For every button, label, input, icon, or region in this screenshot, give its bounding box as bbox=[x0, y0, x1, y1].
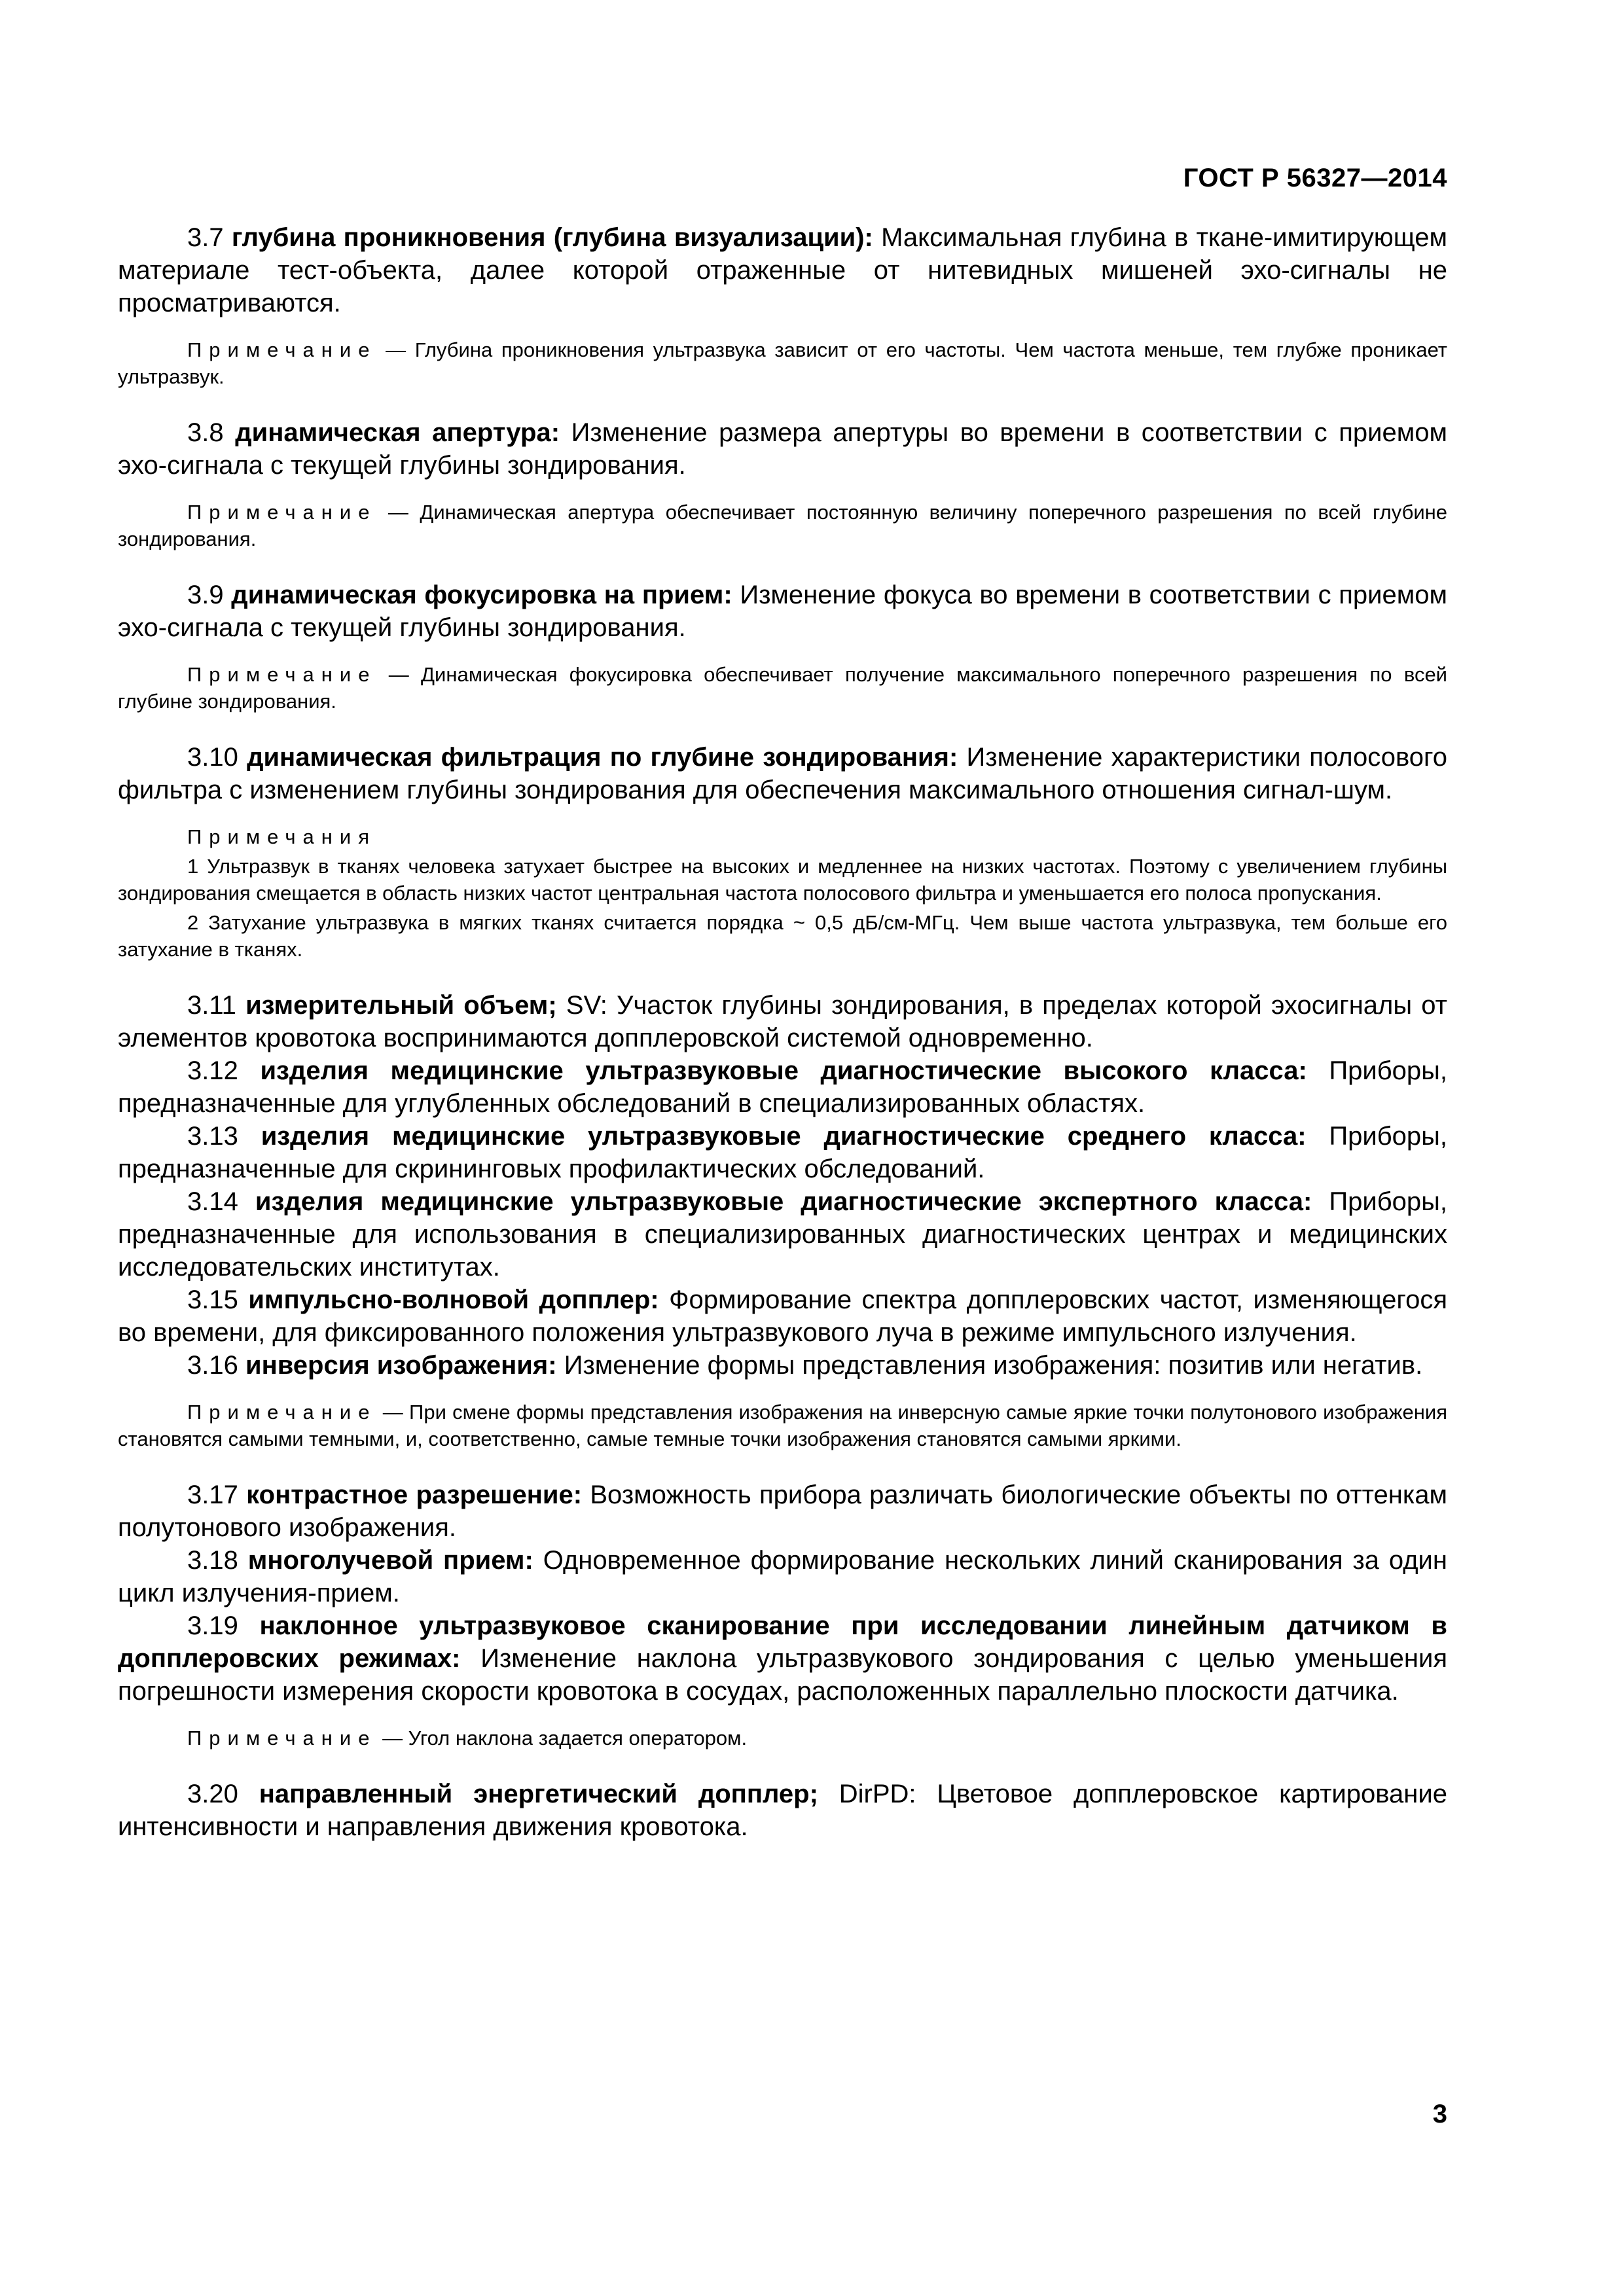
note-label: Примечание bbox=[187, 501, 377, 524]
term-3-16 bbox=[118, 1349, 1447, 1382]
term-number: 3.8 bbox=[187, 418, 224, 447]
term-definition: Приборы, предназначенные для использования в специализированных диагностических центрах и медицинских исследовательских институтах. bbox=[118, 1187, 1447, 1282]
term-title: динамическая апертура: bbox=[235, 418, 560, 447]
note-text: — Динамическая фокусировка обеспечивает получение максимального поперечного разрешения по всей глубине зондирования. bbox=[118, 663, 1447, 713]
term-3-15 bbox=[118, 1283, 1447, 1349]
term-title: направленный энергетический допплер; bbox=[259, 1780, 818, 1808]
note-label: Примечание bbox=[187, 1727, 377, 1749]
term-3-19 bbox=[118, 1609, 1447, 1708]
note-label: Примечание bbox=[187, 663, 377, 686]
note-3-8 bbox=[118, 499, 1447, 552]
note-item-2: 2 Затухание ультразвука в мягких тканях считается порядка ~ 0,5 дБ/см-МГц. Чем выше частота ультразвука, тем больше его затухание в тканях. bbox=[118, 911, 1447, 961]
note-text: — Глубина проникновения ультразвука зависит от его частоты. Чем частота меньше, тем глубже проникает ультразвук. bbox=[118, 338, 1447, 388]
term-definition: Одновременное формирование нескольких линий сканирования за один цикл излучения-прием. bbox=[118, 1546, 1447, 1607]
term-3-17 bbox=[118, 1479, 1447, 1544]
term-number: 3.18 bbox=[187, 1546, 238, 1575]
term-definition: Изменение характеристики полосового фильтра с изменением глубины зондирования для обеспечения максимального отношения сигнал-шум. bbox=[118, 743, 1447, 804]
term-definition: Приборы, предназначенные для углубленных обследований в специализированных областях. bbox=[118, 1056, 1447, 1118]
term-number: 3.20 bbox=[187, 1780, 238, 1808]
term-3-13 bbox=[118, 1120, 1447, 1185]
note-item-1: 1 Ультразвук в тканях человека затухает быстрее на высоких и медленнее на низких частотах. Поэтому с увеличением глубины зондирования смещается в область низких частот центральная частота полосового фильтра и уменьшается его полоса пропускания. bbox=[118, 855, 1447, 905]
note-label: Примечание bbox=[187, 1401, 377, 1424]
term-title: изделия медицинские ультразвуковые диагностические среднего класса: bbox=[261, 1122, 1307, 1151]
term-number: 3.11 bbox=[187, 991, 236, 1020]
term-number: 3.13 bbox=[187, 1122, 238, 1151]
term-title: динамическая фильтрация по глубине зондирования: bbox=[247, 743, 958, 772]
term-3-20 bbox=[118, 1778, 1447, 1843]
term-3-18 bbox=[118, 1544, 1447, 1609]
term-title: многолучевой прием: bbox=[247, 1546, 533, 1575]
term-number: 3.14 bbox=[187, 1187, 238, 1216]
note-text: — При смене формы представления изображения на инверсную самые яркие точки полутонового изображения становятся самыми темными, и, соответственно, самые темные точки изображения становятся самыми яркими. bbox=[118, 1401, 1447, 1450]
term-3-9 bbox=[118, 579, 1447, 644]
notes-label: Примечания bbox=[187, 825, 376, 848]
term-number: 3.19 bbox=[187, 1611, 238, 1640]
term-title: импульсно-волновой допплер: bbox=[248, 1285, 659, 1314]
note-3-16 bbox=[118, 1399, 1447, 1452]
term-definition: Изменение формы представления изображения: позитив или негатив. bbox=[564, 1351, 1423, 1380]
term-number: 3.10 bbox=[187, 743, 238, 772]
term-3-11 bbox=[118, 989, 1447, 1054]
note-3-9 bbox=[118, 661, 1447, 715]
term-definition: DirPD: Цветовое допплеровское картирование интенсивности и направления движения кровотока. bbox=[118, 1780, 1447, 1841]
document-body bbox=[118, 221, 1447, 1871]
term-definition: Формирование спектра допплеровских частот, изменяющегося во времени, для фиксированного положения ультразвукового луча в режиме импульсного излучения. bbox=[118, 1285, 1448, 1347]
note-text: — Динамическая апертура обеспечивает постоянную величину поперечного разрешения по всей глубине зондирования. bbox=[118, 501, 1448, 550]
term-title: глубина проникновения (глубина визуализации): bbox=[231, 223, 873, 252]
term-3-8 bbox=[118, 416, 1447, 482]
note-3-19 bbox=[118, 1725, 1447, 1751]
term-number: 3.15 bbox=[187, 1285, 238, 1314]
note-label: Примечание bbox=[187, 338, 377, 361]
term-3-10 bbox=[118, 741, 1447, 806]
term-3-14 bbox=[118, 1185, 1447, 1283]
term-3-12 bbox=[118, 1054, 1447, 1120]
term-title: измерительный объем; bbox=[245, 991, 557, 1020]
term-definition: Изменение размера апертуры во времени в соответствии с приемом эхо-сигнала с текущей глубины зондирования. bbox=[118, 418, 1447, 480]
note-text: — Угол наклона задается оператором. bbox=[382, 1727, 748, 1749]
term-title: инверсия изображения: bbox=[245, 1351, 557, 1380]
term-definition: Приборы, предназначенные для скрининговых профилактических обследований. bbox=[118, 1122, 1447, 1183]
term-number: 3.16 bbox=[187, 1351, 238, 1380]
term-definition: Изменение наклона ультразвукового зондирования с целью уменьшения погрешности измерения скорости кровотока в сосудах, расположенных параллельно плоскости датчика. bbox=[118, 1644, 1447, 1706]
term-title: динамическая фокусировка на прием: bbox=[231, 581, 732, 609]
notes-3-10 bbox=[118, 823, 1447, 963]
term-definition: Изменение фокуса во времени в соответствии с приемом эхо-сигнала с текущей глубины зондирования. bbox=[118, 581, 1447, 642]
term-definition: Возможность прибора различать биологические объекты по оттенкам полутонового изображения. bbox=[118, 1480, 1448, 1542]
page-number: 3 bbox=[1432, 2100, 1447, 2128]
term-number: 3.7 bbox=[187, 223, 224, 252]
document-code-header: ГОСТ Р 56327—2014 bbox=[1183, 164, 1447, 192]
term-title: изделия медицинские ультразвуковые диагностические экспертного класса: bbox=[255, 1187, 1312, 1216]
term-3-7 bbox=[118, 221, 1447, 319]
term-title: изделия медицинские ультразвуковые диагностические высокого класса: bbox=[260, 1056, 1307, 1085]
term-number: 3.9 bbox=[187, 581, 224, 609]
term-title: контрастное разрешение: bbox=[246, 1480, 583, 1509]
note-3-7 bbox=[118, 336, 1447, 390]
term-number: 3.12 bbox=[187, 1056, 238, 1085]
term-title: наклонное ультразвуковое сканирование при исследовании линейным датчиком в допплеровских режимах: bbox=[118, 1611, 1447, 1673]
term-definition: SV: Участок глубины зондирования, в пределах которой эхосигналы от элементов кровотока воспринимаются допплеровской системой одновременно. bbox=[118, 991, 1447, 1052]
term-number: 3.17 bbox=[187, 1480, 238, 1509]
term-definition: Максимальная глубина в ткане-имитирующем материале тест-объекта, далее которой отраженные от нитевидных мишеней эхо-сигналы не просматриваются. bbox=[118, 223, 1447, 317]
